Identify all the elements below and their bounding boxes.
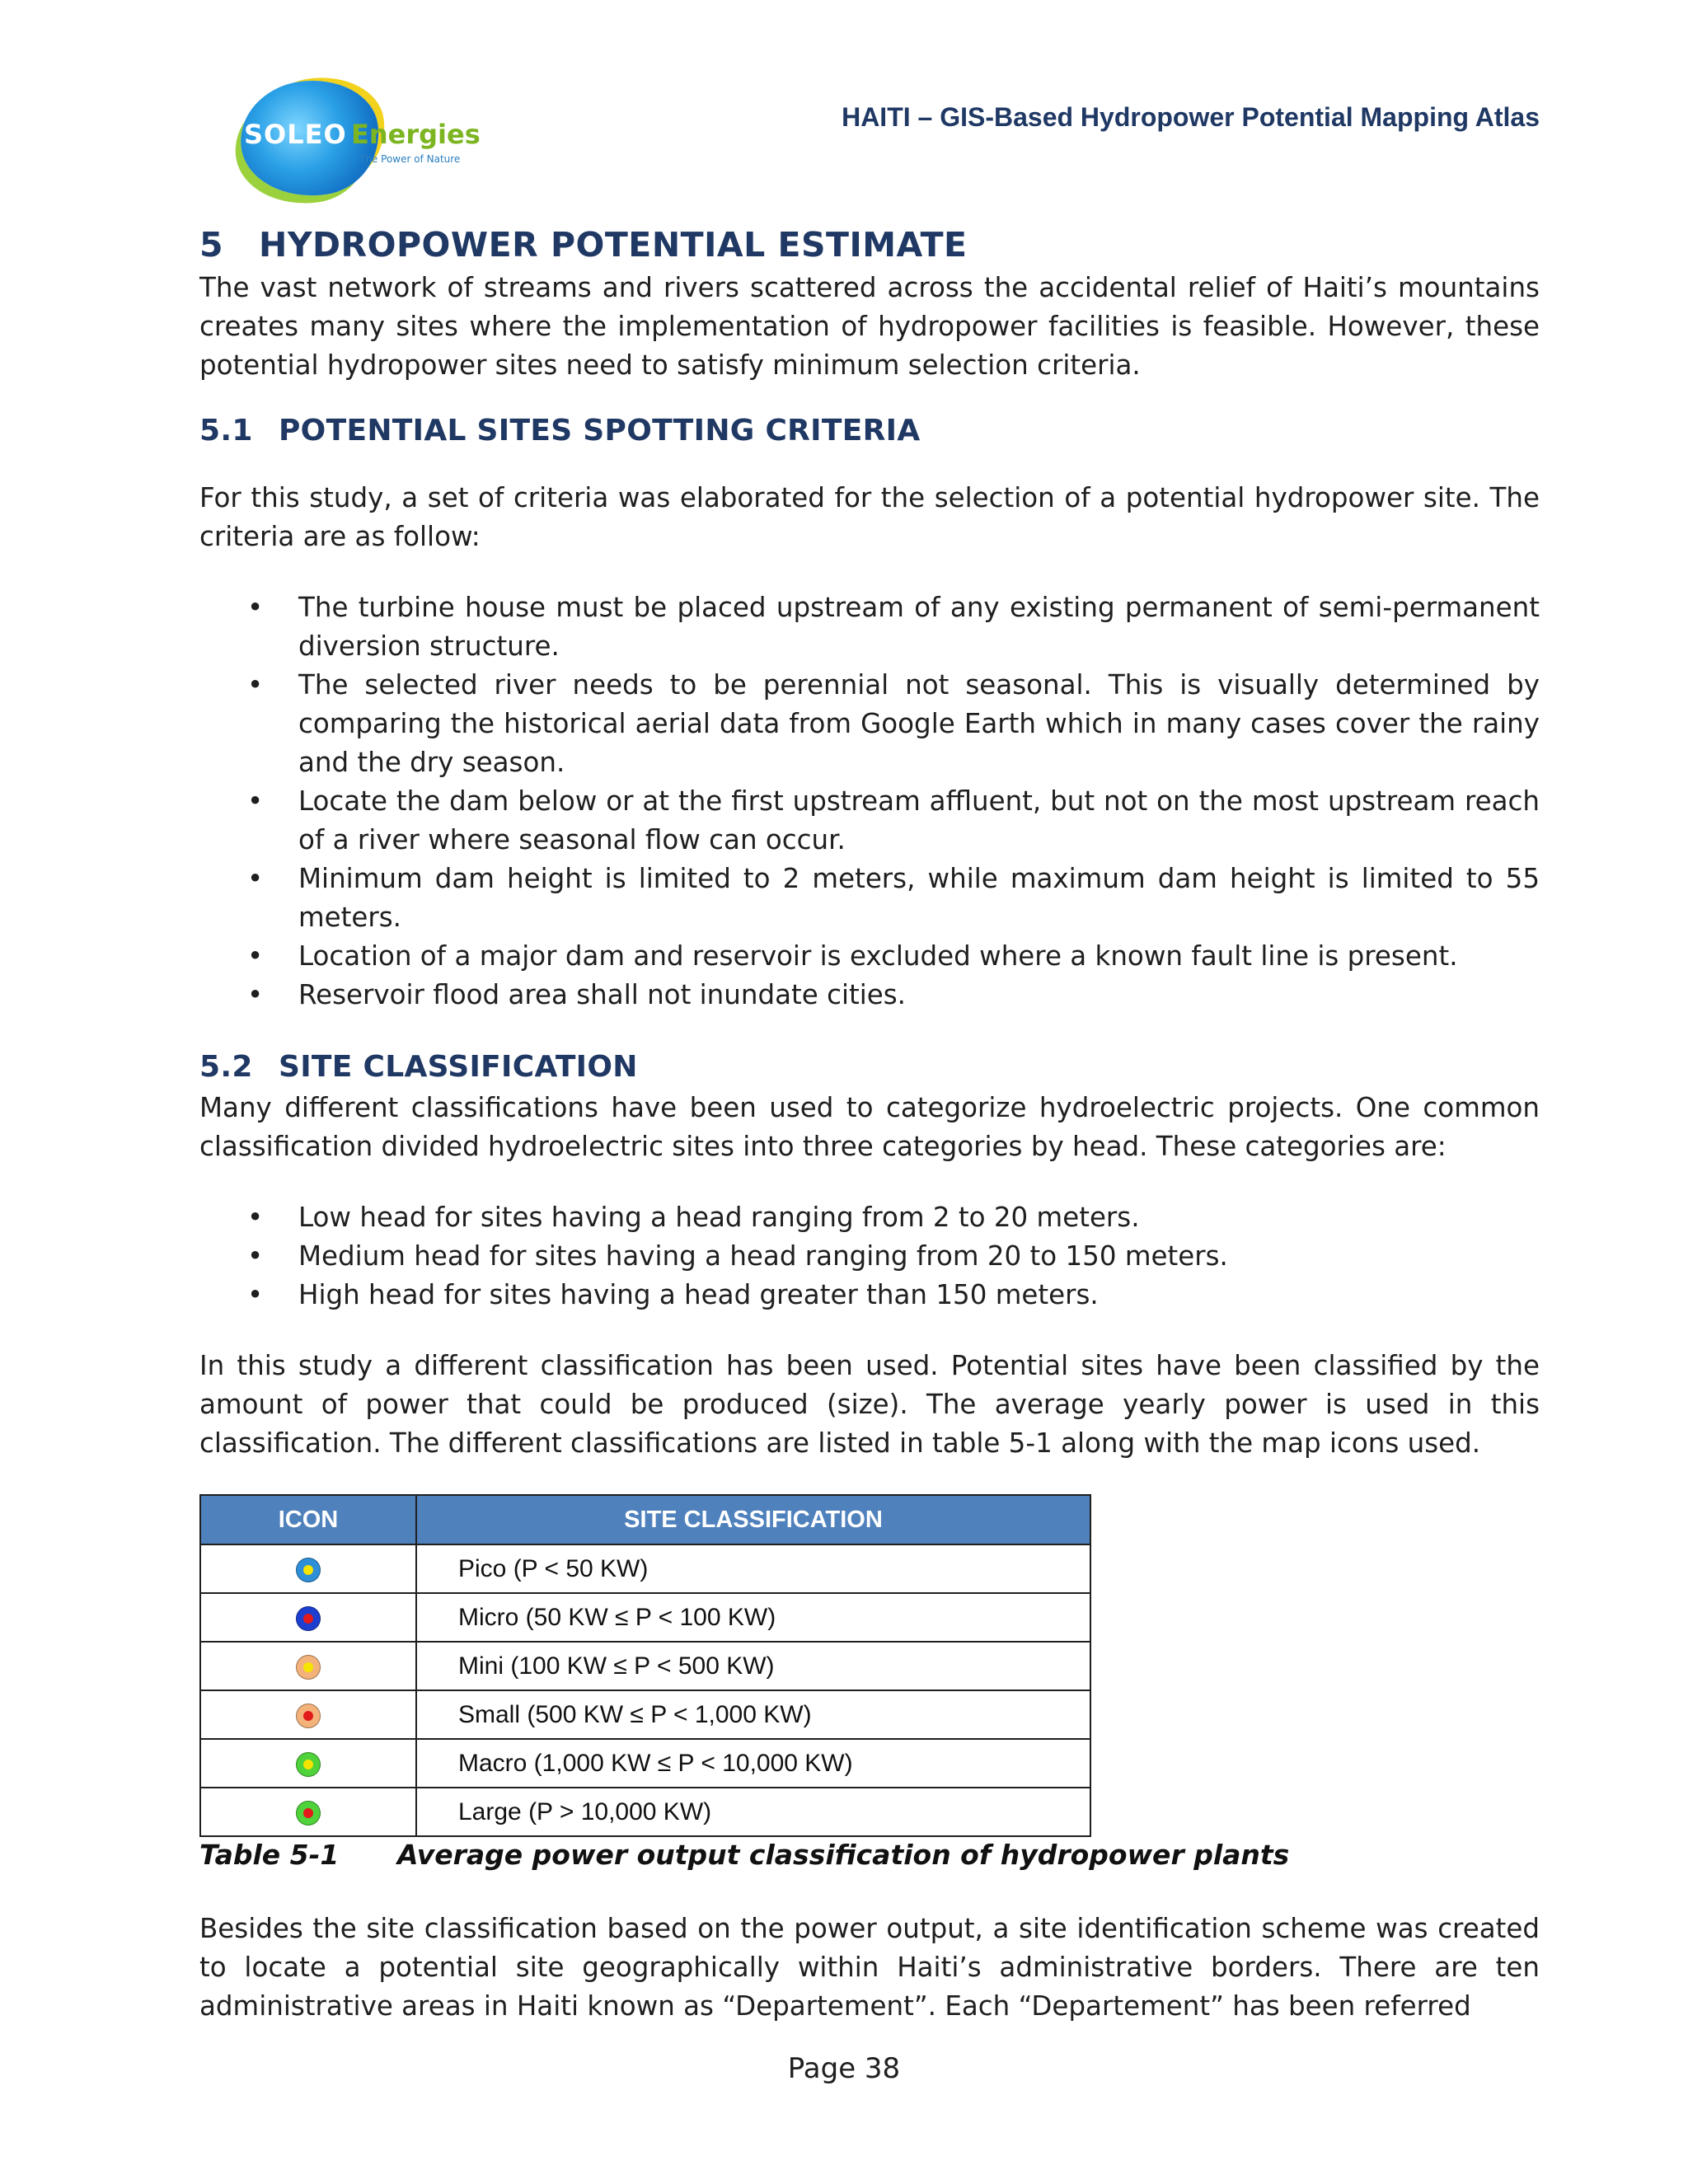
table-row xyxy=(200,1593,1090,1642)
table-row xyxy=(200,1739,1090,1788)
icon-cell xyxy=(200,1544,416,1593)
list-item: • Location of a major dam and reservoir is excluded where a known fault line is present. xyxy=(199,937,1540,976)
icon-cell xyxy=(200,1788,416,1836)
logo-brand-a: SOLEO xyxy=(244,119,347,150)
list-item: • Locate the dam below or at the first upstream affluent, but not on the most upstream reach of a river where seasonal flow can occur. xyxy=(199,782,1540,860)
section-5-2-heading xyxy=(199,1046,1540,1089)
section-title: HYDROPOWER POTENTIAL ESTIMATE xyxy=(259,225,968,265)
classification-cell: Micro (50 KW ≤ P < 100 KW) xyxy=(416,1593,1090,1642)
classification-cell: Mini (100 KW ≤ P < 500 KW) xyxy=(416,1642,1090,1690)
section-5-1-intro: For this study, a set of criteria was elaborated for the selection of a potential hydropower site. The criteria are as follow: xyxy=(199,482,1540,552)
mini-site-icon xyxy=(296,1655,321,1680)
section-title: SITE CLASSIFICATION xyxy=(279,1050,638,1084)
list-item: • The turbine house must be placed upstream of any existing permanent of semi-permanent diversion structure. xyxy=(199,588,1540,666)
table-caption-text: Average power output classification of hydropower plants xyxy=(397,1839,1290,1871)
large-site-icon xyxy=(296,1801,321,1825)
soleo-energies-logo xyxy=(229,76,493,201)
page-number: Page 38 xyxy=(787,2052,901,2085)
section-5-1-heading xyxy=(199,410,1540,452)
section-5-2-intro: Many different classifications have been used to categorize hydroelectric projects. One common classification divided hydroelectric sites into three categories by head. These categories are: xyxy=(199,1092,1540,1162)
section-5-heading xyxy=(199,221,1540,269)
icon-cell xyxy=(200,1593,416,1642)
column-header-classification: SITE CLASSIFICATION xyxy=(416,1495,1090,1544)
document-header-title: HAITI – GIS-Based Hydropower Potential Mapping Atlas xyxy=(842,102,1540,132)
list-item: • Low head for sites having a head ranging from 2 to 20 meters. xyxy=(199,1198,1540,1237)
table-row xyxy=(200,1788,1090,1836)
section-number: 5 xyxy=(199,225,224,265)
site-classification-table xyxy=(199,1494,1091,1837)
classification-cell: Large (P > 10,000 KW) xyxy=(416,1788,1090,1836)
column-header-icon: ICON xyxy=(200,1495,416,1544)
list-item: • Minimum dam height is limited to 2 meters, while maximum dam height is limited to 55 meters. xyxy=(199,860,1540,937)
list-item: • Reservoir flood area shall not inundate cities. xyxy=(199,976,1540,1015)
classification-cell: Pico (P < 50 KW) xyxy=(416,1544,1090,1593)
section-5-2-paragraph: In this study a different classification has been used. Potential sites have been classified by the amount of power that could be produced (size). The average yearly power is used in this classification. The different classifications are listed in table 5-1 along with the map icons used. xyxy=(199,1350,1540,1459)
icon-cell xyxy=(200,1739,416,1788)
icon-cell xyxy=(200,1690,416,1739)
closing-paragraph: Besides the site classification based on the power output, a site identification scheme was created to locate a potential site geographically within Haiti’s administrative borders. There are ten administrative areas in Haiti known as “Departement”. Each “Departement” has been referred xyxy=(199,1913,1540,2022)
small-site-icon xyxy=(296,1704,321,1728)
classification-cell: Macro (1,000 KW ≤ P < 10,000 KW) xyxy=(416,1739,1090,1788)
table-header-row xyxy=(200,1495,1090,1544)
criteria-list xyxy=(199,588,1540,1015)
table-row xyxy=(200,1544,1090,1593)
pico-site-icon xyxy=(296,1558,321,1582)
micro-site-icon xyxy=(296,1606,321,1631)
list-item: • The selected river needs to be perennial not seasonal. This is visually determined by comparing the historical aerial data from Google Earth which in many cases cover the rainy and the dry season. xyxy=(199,666,1540,782)
section-5-intro: The vast network of streams and rivers scattered across the accidental relief of Haiti’s mountains creates many sites where the implementation of hydropower facilities is feasible. However, these potential hydropower sites need to satisfy minimum selection criteria. xyxy=(199,272,1540,381)
icon-cell xyxy=(200,1642,416,1690)
section-number: 5.2 xyxy=(199,1050,253,1084)
table-caption-label: Table 5-1 xyxy=(199,1839,340,1871)
page-content xyxy=(199,221,1540,2026)
list-item: • High head for sites having a head greater than 150 meters. xyxy=(199,1276,1540,1315)
classification-cell: Small (500 KW ≤ P < 1,000 KW) xyxy=(416,1690,1090,1739)
logo-tagline: The Power of Nature xyxy=(359,153,461,165)
section-title: POTENTIAL SITES SPOTTING CRITERIA xyxy=(279,414,921,448)
list-item: • Medium head for sites having a head ranging from 20 to 150 meters. xyxy=(199,1237,1540,1276)
table-caption xyxy=(199,1837,1540,1873)
section-number: 5.1 xyxy=(199,414,253,448)
logo-brand-b: Energies xyxy=(351,119,481,150)
head-categories-list xyxy=(199,1198,1540,1315)
macro-site-icon xyxy=(296,1752,321,1777)
table-row xyxy=(200,1642,1090,1690)
table-row xyxy=(200,1690,1090,1739)
